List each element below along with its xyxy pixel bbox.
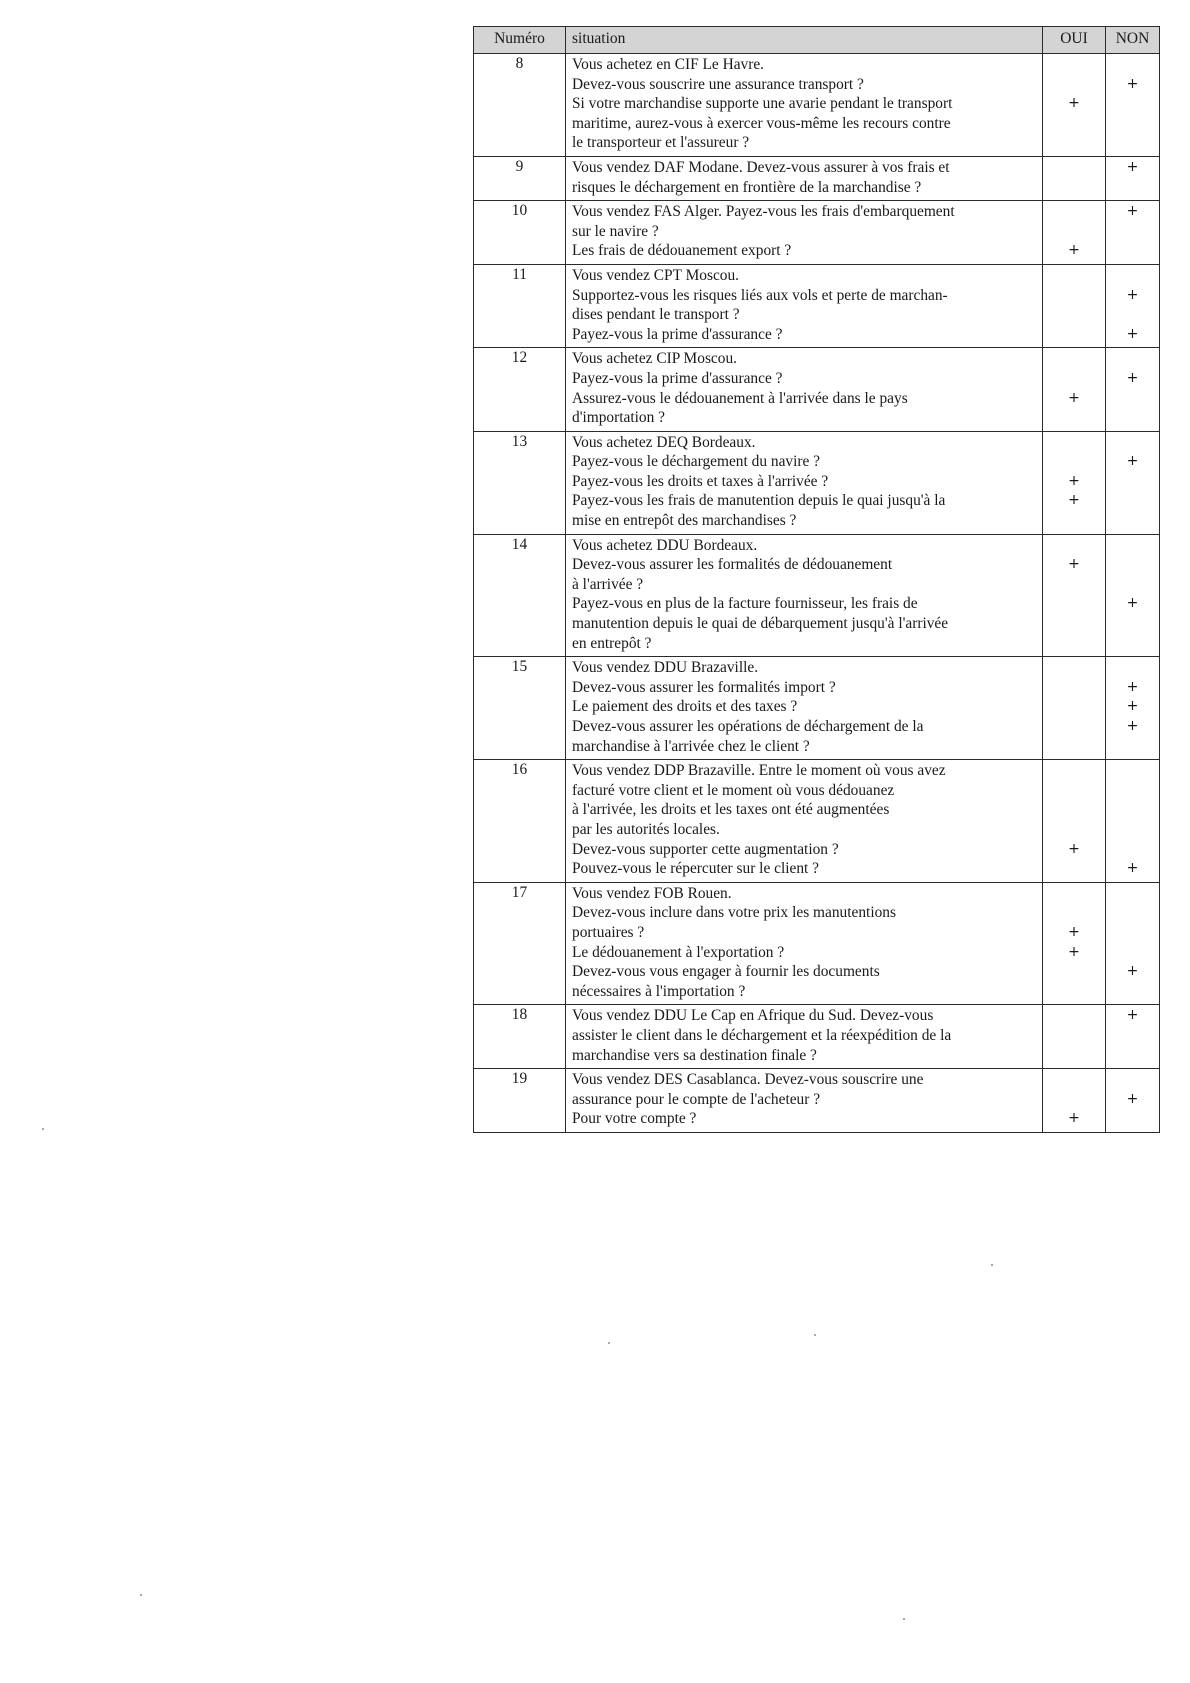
scan-speck: [814, 1334, 816, 1336]
situation-line: Vous achetez DDU Bordeaux.: [572, 536, 758, 554]
situation-line: Les frais de dédouanement export ?: [572, 242, 792, 260]
header-non: NON: [1106, 27, 1160, 54]
situation-cell: [566, 54, 1043, 157]
situation-line: Vous achetez DEQ Bordeaux.: [572, 433, 756, 451]
table-row: [474, 156, 1160, 200]
table-row: [474, 882, 1160, 1005]
situation-line: Le dédouanement à l'exportation ?: [572, 943, 785, 961]
non-cell: [1106, 534, 1160, 657]
situation-line: le transporteur et l'assureur ?: [572, 134, 750, 152]
header-situation: situation: [566, 27, 1043, 54]
situation-cell: [566, 264, 1043, 347]
oui-mark: +: [1068, 242, 1080, 259]
situation-line: en entrepôt ?: [572, 634, 652, 652]
situation-line: Vous vendez FOB Rouen.: [572, 884, 732, 902]
non-mark: +: [1126, 718, 1139, 735]
oui-mark: +: [1068, 840, 1080, 857]
situation-line: maritime, aurez-vous à exercer vous-même les recours contre: [572, 114, 951, 132]
oui-cell: [1043, 201, 1106, 265]
table-row: [474, 201, 1160, 265]
situation-line: Devez-vous souscrire une assurance transport ?: [572, 75, 864, 93]
oui-mark: +: [1068, 923, 1080, 940]
situation-line: Vous vendez CPT Moscou.: [572, 266, 740, 284]
situation-line: Si votre marchandise supporte une avarie pendant le transport: [572, 95, 953, 113]
situation-line: Devez-vous vous engager à fournir les documents: [572, 963, 880, 981]
oui-cell: [1043, 156, 1106, 200]
situation-line: Vous achetez en CIF Le Havre.: [572, 56, 765, 73]
header-oui: OUI: [1043, 27, 1106, 54]
oui-cell: [1043, 882, 1106, 1005]
situation-line: Payez-vous en plus de la facture fournisseur, les frais de: [572, 595, 918, 613]
situation-cell: [566, 657, 1043, 760]
situation-line: Vous vendez DDU Le Cap en Afrique du Sud. Devez-vous: [572, 1007, 934, 1025]
situation-line: Payez-vous la prime d'assurance ?: [572, 369, 783, 387]
situation-line: Pour votre compte ?: [572, 1110, 697, 1128]
situation-cell: [566, 201, 1043, 265]
table-row: [474, 348, 1160, 431]
situation-line: Devez-vous assurer les formalités import ?: [572, 678, 836, 696]
situation-line: Devez-vous inclure dans votre prix les manutentions: [572, 904, 896, 922]
non-mark: +: [1126, 453, 1139, 470]
oui-cell: [1043, 1069, 1106, 1133]
situation-line: Vous vendez DES Casablanca. Devez-vous souscrire une: [572, 1071, 924, 1089]
non-mark: +: [1126, 203, 1139, 220]
non-mark: +: [1126, 698, 1139, 715]
non-cell: [1106, 348, 1160, 431]
table-row: [474, 657, 1160, 760]
oui-cell: [1043, 264, 1106, 347]
non-mark: +: [1126, 1007, 1139, 1024]
oui-mark: +: [1068, 95, 1080, 112]
non-cell: [1106, 431, 1160, 534]
situation-line: Vous vendez DAF Modane. Devez-vous assurer à vos frais et: [572, 158, 950, 176]
situation-line: Payez-vous la prime d'assurance ?: [572, 325, 783, 343]
row-number: 11: [474, 264, 566, 347]
table-row: [474, 54, 1160, 157]
oui-mark: +: [1068, 492, 1080, 509]
oui-mark: +: [1068, 556, 1080, 573]
non-cell: [1106, 201, 1160, 265]
oui-cell: [1043, 534, 1106, 657]
oui-mark: +: [1068, 943, 1080, 960]
oui-mark: +: [1068, 389, 1080, 406]
scan-speck: [608, 1342, 610, 1344]
situation-line: marchandise à l'arrivée chez le client ?: [572, 737, 810, 755]
header-numero: Numéro: [474, 27, 566, 54]
situation-line: Assurez-vous le dédouanement à l'arrivée dans le pays: [572, 389, 908, 407]
row-number: 15: [474, 657, 566, 760]
incoterms-table: [473, 26, 1160, 1133]
non-mark: +: [1126, 286, 1139, 303]
non-cell: [1106, 54, 1160, 157]
non-cell: [1106, 657, 1160, 760]
situation-cell: [566, 156, 1043, 200]
situation-line: Vous vendez DDU Brazaville.: [572, 659, 759, 677]
non-mark: +: [1126, 75, 1139, 92]
non-mark: +: [1126, 325, 1139, 342]
non-mark: +: [1126, 678, 1139, 695]
table-header: [474, 27, 1160, 54]
table-row: [474, 431, 1160, 534]
situation-line: manutention depuis le quai de débarquement jusqu'à l'arrivée: [572, 615, 949, 633]
situation-cell: [566, 348, 1043, 431]
situation-line: d'importation ?: [572, 409, 665, 427]
situation-line: Supportez-vous les risques liés aux vols et perte de marchan-: [572, 286, 948, 304]
situation-line: Devez-vous assurer les formalités de dédouanement: [572, 556, 893, 574]
non-cell: [1106, 882, 1160, 1005]
scan-speck: [42, 1128, 44, 1130]
non-mark: +: [1126, 369, 1139, 386]
scan-speck: [903, 1618, 905, 1620]
non-mark: +: [1126, 595, 1139, 612]
table-body: [474, 54, 1160, 1133]
situation-cell: [566, 431, 1043, 534]
scan-speck: [991, 1264, 993, 1266]
non-mark: +: [1126, 860, 1139, 877]
row-number: 18: [474, 1005, 566, 1069]
situation-cell: [566, 1005, 1043, 1069]
situation-line: portuaires ?: [572, 923, 645, 941]
situation-line: Payez-vous le déchargement du navire ?: [572, 453, 821, 471]
row-number: 10: [474, 201, 566, 265]
table-row: [474, 264, 1160, 347]
oui-cell: [1043, 1005, 1106, 1069]
situation-line: mise en entrepôt des marchandises ?: [572, 512, 797, 530]
table-row: [474, 760, 1160, 883]
non-mark: +: [1126, 158, 1139, 175]
situation-line: Devez-vous supporter cette augmentation ?: [572, 840, 839, 858]
situation-line: à l'arrivée ?: [572, 575, 644, 593]
oui-cell: [1043, 657, 1106, 760]
row-number: 12: [474, 348, 566, 431]
non-cell: [1106, 1069, 1160, 1133]
situation-line: Payez-vous les frais de manutention depuis le quai jusqu'à la: [572, 492, 946, 510]
situation-cell: [566, 1069, 1043, 1133]
situation-line: Payez-vous les droits et taxes à l'arrivée ?: [572, 472, 829, 490]
oui-cell: [1043, 348, 1106, 431]
non-cell: [1106, 264, 1160, 347]
table-row: [474, 1069, 1160, 1133]
row-number: 9: [474, 156, 566, 200]
table-row: [474, 1005, 1160, 1069]
non-mark: +: [1126, 1090, 1139, 1107]
situation-line: Devez-vous assurer les opérations de déchargement de la: [572, 718, 924, 735]
non-cell: [1106, 760, 1160, 883]
row-number: 16: [474, 760, 566, 883]
scan-speck: [140, 1594, 142, 1596]
situation-line: dises pendant le transport ?: [572, 306, 740, 324]
situation-line: facturé votre client et le moment où vous dédouanez: [572, 781, 895, 799]
situation-line: nécessaires à l'importation ?: [572, 982, 746, 1000]
oui-cell: [1043, 431, 1106, 534]
situation-cell: [566, 882, 1043, 1005]
table-row: [474, 534, 1160, 657]
non-cell: [1106, 156, 1160, 200]
oui-mark: +: [1068, 472, 1080, 489]
situation-line: assurance pour le compte de l'acheteur ?: [572, 1090, 821, 1108]
situation-line: à l'arrivée, les droits et les taxes ont été augmentées: [572, 801, 890, 819]
situation-cell: [566, 534, 1043, 657]
situation-cell: [566, 760, 1043, 883]
row-number: 14: [474, 534, 566, 657]
oui-mark: +: [1068, 1110, 1080, 1127]
situation-line: sur le navire ?: [572, 222, 659, 240]
situation-line: risques le déchargement en frontière de la marchandise ?: [572, 178, 922, 196]
situation-line: Vous vendez FAS Alger. Payez-vous les frais d'embarquement: [572, 203, 955, 221]
situation-line: Vous achetez CIP Moscou.: [572, 350, 737, 368]
oui-cell: [1043, 760, 1106, 883]
oui-cell: [1043, 54, 1106, 157]
situation-line: Le paiement des droits et des taxes ?: [572, 698, 798, 716]
situation-line: par les autorités locales.: [572, 820, 720, 838]
situation-line: assister le client dans le déchargement et la réexpédition de la: [572, 1026, 952, 1044]
situation-line: marchandise vers sa destination finale ?: [572, 1046, 817, 1064]
non-cell: [1106, 1005, 1160, 1069]
row-number: 13: [474, 431, 566, 534]
row-number: 8: [474, 54, 566, 157]
situation-line: Pouvez-vous le répercuter sur le client ?: [572, 860, 820, 878]
non-mark: +: [1126, 963, 1139, 980]
row-number: 17: [474, 882, 566, 1005]
situation-line: Vous vendez DDP Brazaville. Entre le moment où vous avez: [572, 762, 946, 780]
row-number: 19: [474, 1069, 566, 1133]
